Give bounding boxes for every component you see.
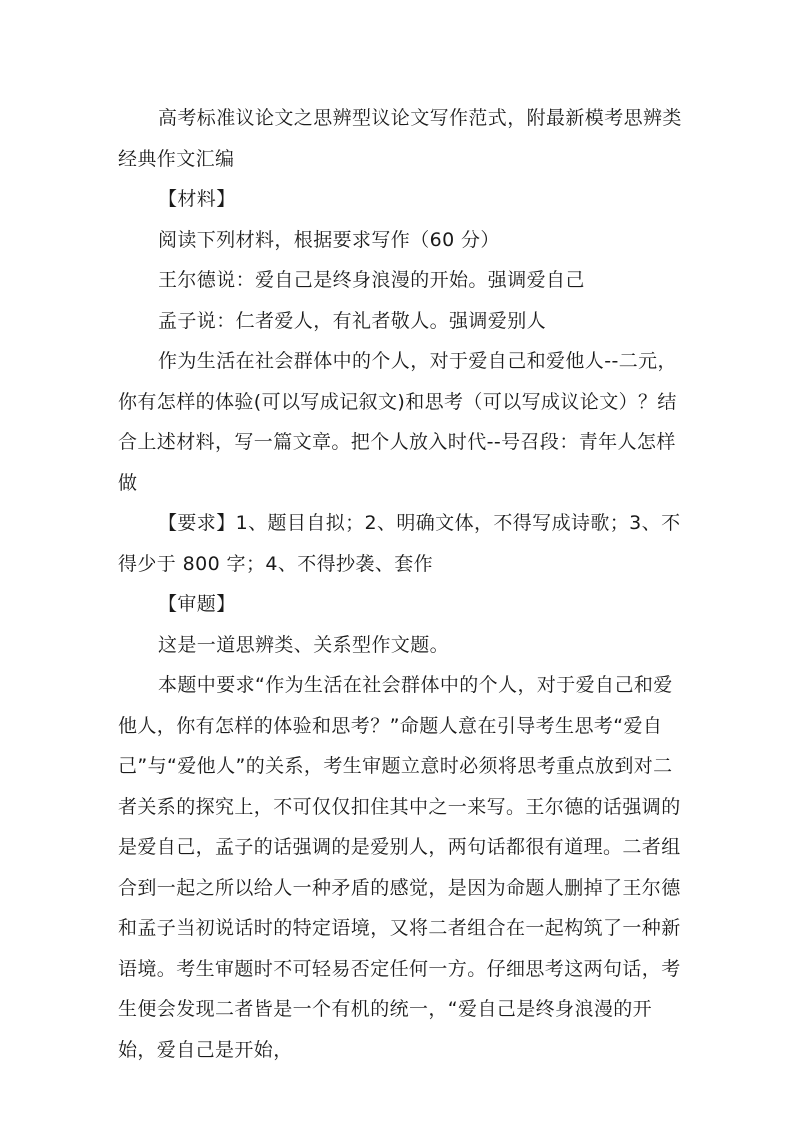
review-body: 本题中要求“作为生活在社会群体中的个人，对于爱自己和爱他人，你有怎样的体验和思考？”命题人意在引导考生思考“爱自己”与“爱他人”的关系，考生审题立意时必须将思考重点放到对二者关系的探究上，不可仅仅扣住其中之一来写。王尔德的话强调的是爱自己，孟子的话强调的是爱别人，两句话都很有道理。二者组合到一起之所以给人一种矛盾的感觉，是因为命题人删掉了王尔德和孟子当初说话时的特定语境，又将二者组合在一起构筑了一种新语境。考生审题时不可轻易否定任何一方。仔细思考这两句话，考生便会发现二者皆是一个有机的统一，“爱自己是终身浪漫的开始，爱自己是开始， — [118, 674, 681, 1061]
quote-wilde: 王尔德说：爱自己是终身浪漫的开始。强调爱自己 — [158, 269, 585, 291]
document-title: 高考标准议论文之思辨型议论文写作范式，附最新模考思辨类经典作文汇编 — [118, 107, 682, 170]
material-heading: 【材料】 — [158, 188, 236, 210]
requirements-paragraph: 【要求】1、题目自拟；2、明确文体，不得写成诗歌；3、不得少于 800 字；4、不得抄袭、套作 — [118, 512, 681, 575]
review-intro: 这是一道思辨类、关系型作文题。 — [158, 633, 450, 656]
instruction-text: 阅读下列材料，根据要求写作（60 分） — [158, 228, 500, 251]
quote-mencius: 孟子说：仁者爱人，有礼者敬人。强调爱别人 — [158, 309, 547, 332]
document-body — [118, 98, 690, 1070]
prompt-paragraph: 作为生活在社会群体中的个人，对于爱自己和爱他人--二元，你有怎样的体验(可以写成记叙文)和思考（可以写成议论文）？结合上述材料，写一篇文章。把个人放入时代--号召段：青年人怎样做 — [118, 350, 677, 494]
review-heading: 【审题】 — [158, 593, 236, 615]
